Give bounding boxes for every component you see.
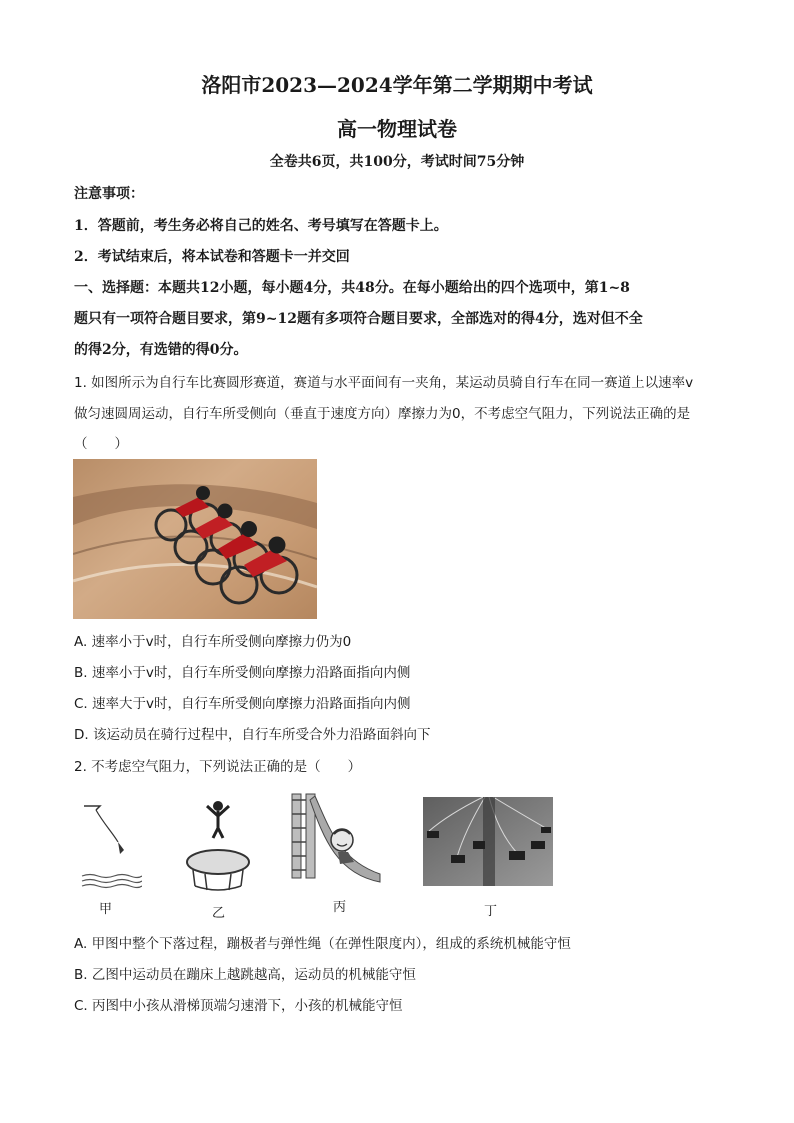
notice-item-1: 1．答题前，考生务必将自己的姓名、考号填写在答题卡上。 (74, 218, 448, 234)
swing-ride-photo (423, 797, 553, 886)
cycling-track-photo (73, 459, 317, 619)
q1-option-c: C. 速率大于v时，自行车所受侧向摩擦力沿路面指向内侧 (74, 696, 411, 712)
notice-item-2: 2．考试结束后，将本试卷和答题卡一并交回 (74, 249, 350, 265)
q1-option-d: D. 该运动员在骑行过程中，自行车所受合外力沿路面斜向下 (74, 727, 431, 743)
q2-option-c: C. 丙图中小孩从滑梯顶端匀速滑下，小孩的机械能守恒 (74, 998, 403, 1014)
exam-subtitle: 高一物理试卷 (337, 117, 457, 141)
notice-heading: 注意事项： (74, 186, 144, 202)
figure-label-bing: 丙 (333, 900, 347, 915)
q1-option-b: B. 速率小于v时，自行车所受侧向摩擦力沿路面指向内侧 (74, 665, 411, 681)
exam-info: 全卷共6页，共100分，考试时间75分钟 (269, 154, 525, 170)
slide-figure (290, 790, 382, 884)
section-instructions-line-1: 一、选择题：本题共12小题，每小题4分，共48分。在每小题给出的四个选项中，第1~8 (74, 280, 630, 296)
bungee-figure (78, 800, 142, 892)
q1-option-a: A. 速率小于v时，自行车所受侧向摩擦力仍为0 (74, 634, 352, 650)
q2-option-b: B. 乙图中运动员在蹦床上越跳越高，运动员的机械能守恒 (74, 967, 416, 983)
cycling-track-illustration (73, 459, 317, 619)
q1-stem-line-3: （ ） (74, 436, 128, 452)
q2-stem: 2. 不考虑空气阻力，下列说法正确的是（ ） (74, 759, 362, 775)
figure-label-ding: 丁 (484, 904, 498, 919)
section-instructions-line-2: 题只有一项符合题目要求，第9~12题有多项符合题目要求，全部选对的得4分，选对但不全 (74, 311, 643, 327)
figure-label-jia: 甲 (99, 902, 113, 917)
q1-stem-line-2: 做匀速圆周运动，自行车所受侧向（垂直于速度方向）摩擦力为0，不考虑空气阻力，下列说法正确的是 (74, 406, 691, 422)
q1-stem-line-1: 1. 如图所示为自行车比赛圆形赛道，赛道与水平面间有一夹角，某运动员骑自行车在同一赛道上以速率v (74, 375, 694, 391)
trampoline-figure (183, 798, 253, 894)
figure-label-yi: 乙 (212, 906, 226, 921)
q2-option-a: A. 甲图中整个下落过程，蹦极者与弹性绳（在弹性限度内），组成的系统机械能守恒 (74, 936, 571, 952)
section-instructions-line-3: 的得2分，有选错的得0分。 (74, 342, 248, 358)
exam-title: 洛阳市2023—2024学年第二学期期中考试 (201, 73, 593, 97)
